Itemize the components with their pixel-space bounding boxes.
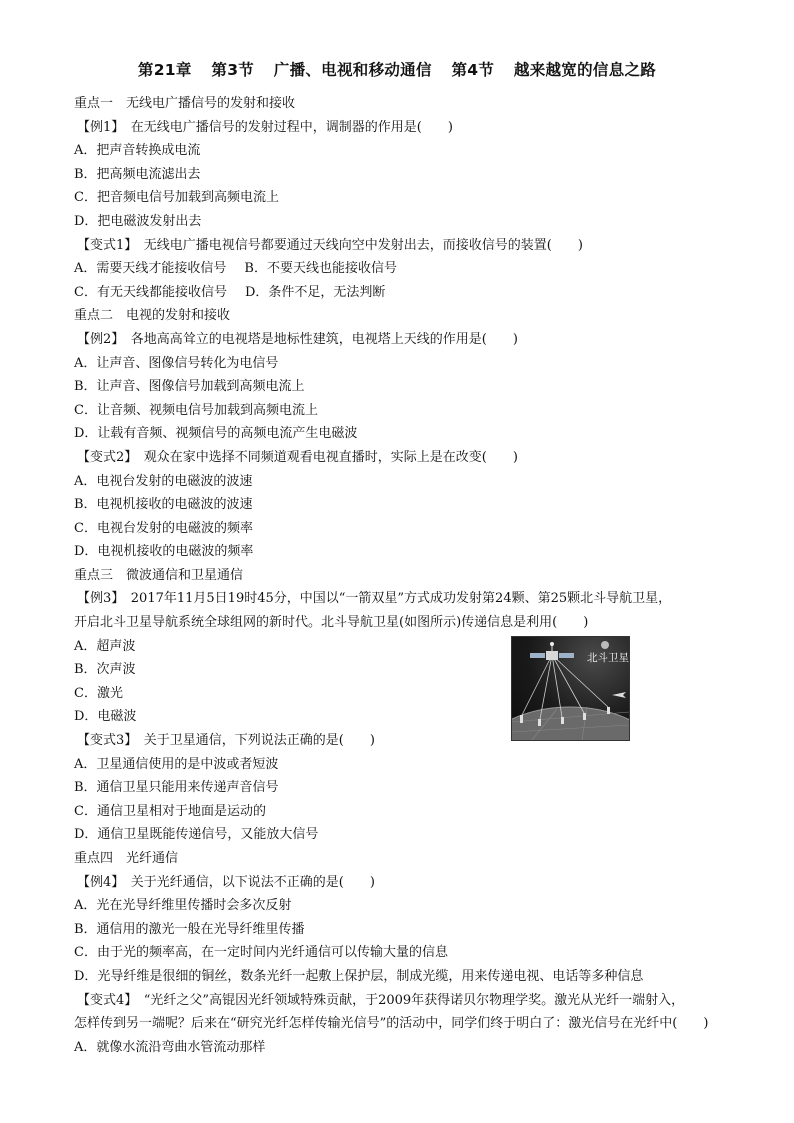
variant-3-option-c: C．通信卫星相对于地面是运动的 — [74, 803, 266, 819]
example-2-option-d: D．让载有音频、视频信号的高频电流产生电磁波 — [74, 426, 358, 442]
section-4-label: 第4节 — [451, 61, 495, 79]
example-2-option-c: C．让音频、视频电信号加载到高频电流上 — [74, 402, 318, 418]
variant-3-option-d: D．通信卫星既能传递信号，又能放大信号 — [74, 827, 319, 843]
example-4-option-d: D．光导纤维是很细的铜丝，数条光纤一起敷上保护层，制成光缆，用来传递电视、电话等多种信息 — [74, 968, 644, 984]
section-3-label: 第3节 — [211, 61, 255, 79]
example-1-option-c: C．把音频电信号加载到高频电流上 — [74, 190, 279, 206]
example-3-option-d: D．电磁波 — [74, 709, 137, 725]
key-point-4-heading: 重点四 光纤通信 — [74, 851, 179, 866]
variant-2-option-b: B．电视机接收的电磁波的波速 — [74, 497, 253, 513]
chapter-label: 第21章 — [137, 61, 192, 79]
example-1-option-d: D．把电磁波发射出去 — [74, 213, 202, 229]
example-4-question: 【例4】 关于光纤通信，以下说法不正确的是( ) — [77, 874, 375, 890]
example-3-question-line-2: 开启北斗卫星导航系统全球组网的新时代。北斗导航卫星(如图所示)传递信息是利用( ) — [74, 615, 589, 631]
variant-2-question: 【变式2】 观众在家中选择不同频道观看电视直播时，实际上是在改变( ) — [77, 449, 518, 465]
moon-icon — [601, 641, 609, 649]
variant-1-option-b: B．不要天线也能接收信号 — [244, 261, 397, 277]
example-4-option-b: B．通信用的激光一般在光导纤维里传播 — [74, 921, 305, 937]
variant-3-option-b: B．通信卫星只能用来传递声音信号 — [74, 780, 279, 796]
variant-2-option-a: A．电视台发射的电磁波的波速 — [74, 473, 253, 489]
variant-3-option-a: A．卫星通信使用的是中波或者短波 — [74, 756, 279, 772]
variant-4-option-a: A．就像水流沿弯曲水管流动那样 — [74, 1039, 266, 1055]
example-1-option-a: A．把声音转换成电流 — [74, 143, 201, 159]
example-4-option-a: A．光在光导纤维里传播时会多次反射 — [74, 898, 292, 914]
example-1-question: 【例1】 在无线电广播信号的发射过程中，调制器的作用是( ) — [77, 119, 453, 135]
satellite-icon — [530, 642, 574, 660]
variant-1-options-cd — [74, 281, 734, 305]
question-content — [74, 92, 734, 1059]
example-2-question: 【例2】 各地高高耸立的电视塔是地标性建筑，电视塔上天线的作用是( ) — [77, 331, 518, 347]
variant-4-question-line-1: 【变式4】 “光纤之父”高锟因光纤领域特殊贡献，于2009年获得诺贝尔物理学奖。激光从光纤一端射入， — [77, 992, 685, 1008]
key-point-2-heading: 重点二 电视的发射和接收 — [74, 308, 231, 324]
page-title — [0, 58, 794, 80]
beidou-satellite-figure — [511, 636, 630, 741]
variant-1-options-ab — [74, 257, 734, 281]
variant-2-option-c: C．电视台发射的电磁波的频率 — [74, 520, 253, 536]
variant-3-question: 【变式3】 关于卫星通信，下列说法正确的是( ) — [77, 733, 375, 749]
section-4-name: 越来越宽的信息之路 — [513, 61, 657, 79]
example-2-option-a: A．让声音、图像信号转化为电信号 — [74, 355, 279, 371]
variant-1-option-d: D．条件不足，无法判断 — [244, 284, 386, 300]
key-point-3-heading: 重点三 微波通信和卫星通信 — [74, 567, 244, 583]
example-4-option-c: C．由于光的频率高，在一定时间内光纤通信可以传输大量的信息 — [74, 945, 448, 961]
variant-1-option-c: C．有无天线都能接收信号 — [74, 284, 227, 300]
figure-label: 北斗卫星 — [587, 652, 629, 664]
example-1-option-b: B．把高频电流滤出去 — [74, 166, 201, 182]
variant-4-question-line-2: 怎样传到另一端呢？后来在“研究光纤怎样传输光信号”的活动中，同学们终于明白了：激光信号在光纤中( ) — [74, 1016, 709, 1032]
section-3-name: 广播、电视和移动通信 — [273, 61, 432, 79]
airplane-icon — [612, 692, 626, 698]
variant-2-option-d: D．电视机接收的电磁波的频率 — [74, 544, 254, 560]
example-3-option-a: A．超声波 — [74, 638, 136, 654]
example-3-question-line-1: 【例3】 2017年11月5日19时45分，中国以“一箭双星”方式成功发射第24颗、第25颗北斗导航卫星， — [77, 591, 672, 607]
variant-1-question: 【变式1】 无线电广播电视信号都要通过天线向空中发射出去，而接收信号的装置( ) — [77, 237, 583, 253]
example-2-option-b: B．让声音、图像信号加载到高频电流上 — [74, 379, 305, 395]
key-point-1-heading: 重点一 无线电广播信号的发射和接收 — [74, 96, 296, 111]
example-3-option-b: B．次声波 — [74, 662, 136, 678]
variant-1-option-a: A．需要天线才能接收信号 — [74, 261, 227, 277]
example-3-option-c: C．激光 — [74, 685, 123, 701]
